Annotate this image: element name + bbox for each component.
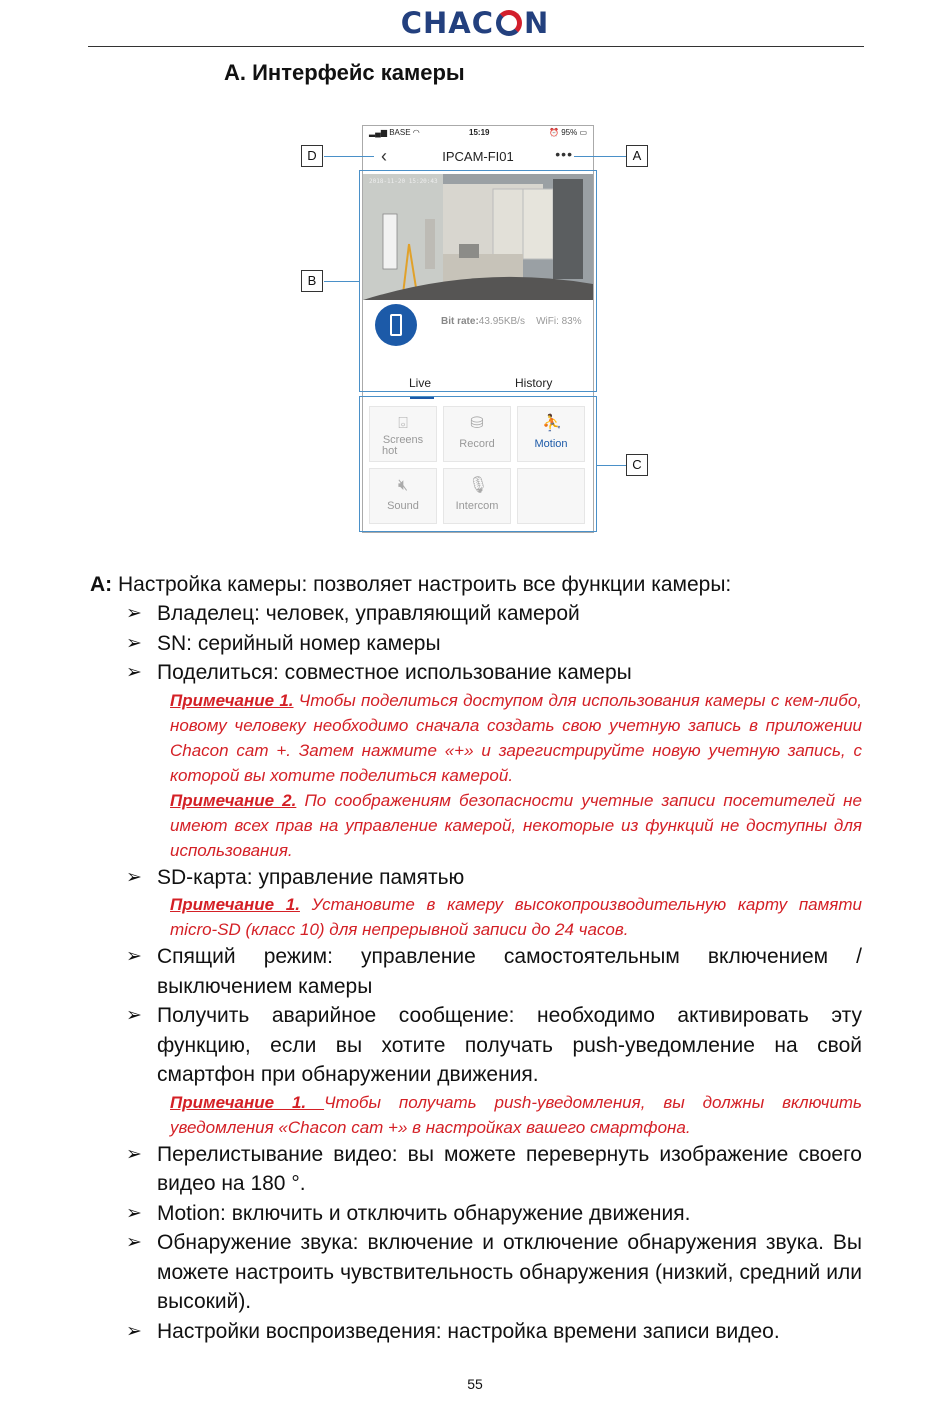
body-text — [90, 570, 862, 1346]
callout-label-b: B — [301, 270, 323, 292]
status-time: 15:19 — [469, 128, 490, 137]
bullet-arrow-icon: ➢ — [126, 865, 142, 888]
nav-bar — [363, 146, 593, 168]
camera-title: IPCAM-FI01 — [442, 149, 514, 164]
callout-frame-b — [359, 170, 597, 392]
signal-carrier: ▂▄▆ BASE ◠ — [369, 128, 420, 137]
bullet-arrow-icon: ➢ — [126, 1142, 142, 1165]
intercom-button[interactable]: 🎙︎ Intercom — [443, 468, 511, 524]
list-item-motion: ➢ Motion: включить и отключить обнаружение движения. — [90, 1199, 862, 1229]
callout-line-d — [324, 156, 374, 157]
chacon-logo — [0, 6, 950, 40]
back-chevron-icon[interactable]: ‹ — [381, 146, 387, 166]
list-item-playback-settings: ➢ Настройки воспроизведения: настройка времени записи видео. — [90, 1317, 862, 1347]
motion-icon: ⛹ — [542, 415, 562, 432]
page-number: 55 — [467, 1376, 483, 1392]
record-icon: ⛁ — [470, 415, 484, 432]
more-dots-icon[interactable]: ••• — [555, 146, 573, 162]
callout-label-c: C — [626, 454, 648, 476]
callout-label-a: A — [626, 145, 648, 167]
note-share-1: Примечание 1. Чтобы поделиться доступом для использования камеры с кем-либо, новому человеку необходимо сначала создать свою учетную запись в приложении Chacon cam +. Затем нажмите «+» и зарегистрируйте новую учетную запись, с которой вы хотите поделиться камерой. — [170, 690, 862, 785]
tab-history[interactable]: History — [515, 376, 553, 390]
intro-paragraph: A: Настройка камеры: позволяет настроить все функции камеры: — [90, 573, 732, 596]
motion-button[interactable]: ⛹ Motion — [517, 406, 585, 462]
callout-label-d: D — [301, 145, 323, 167]
bullet-arrow-icon: ➢ — [126, 945, 142, 967]
screenshot-button[interactable]: ⌻ Screens hot — [369, 406, 437, 462]
tab-live[interactable]: Live — [409, 376, 432, 390]
note-alarm: Примечание 1. Чтобы получать push-уведомления, вы должны включить уведомления «Chacon cam +» в настройках вашего смартфона. — [170, 1092, 862, 1137]
logo-text-right: N — [524, 6, 550, 40]
callout-frame-c — [359, 396, 597, 532]
bullet-arrow-icon: ➢ — [126, 602, 142, 624]
bitrate-readout: Bit rate:43.95KB/s WiFi: 83% — [441, 316, 582, 327]
list-item-flip-video: ➢ Перелистывание видео: вы можете перевернуть изображение своего видео на 180 °. — [90, 1140, 862, 1199]
status-bar — [363, 126, 593, 140]
microphone-icon: 🎙︎ — [468, 477, 489, 494]
sound-button[interactable]: 🔇︎ Sound — [369, 468, 437, 524]
bullet-arrow-icon: ➢ — [126, 661, 142, 683]
sound-muted-icon: 🔇︎ — [397, 477, 409, 494]
list-item-sleep-mode: ➢ Спящий режим: управление самостоятельным включением / выключением камеры — [90, 942, 862, 1001]
record-button[interactable]: ⛁ Record — [443, 406, 511, 462]
logo-text-left: CHAC — [400, 6, 494, 40]
callout-line-b — [324, 281, 360, 282]
list-item-sn: ➢ SN: серийный номер камеры — [90, 629, 862, 659]
note-share-2: Примечание 2. По соображениям безопасности учетные записи посетителей не имеют всех прав на управление камерой, некоторые из функций не доступны для использования. — [170, 790, 862, 860]
bullet-arrow-icon: ➢ — [126, 1004, 142, 1026]
list-item-sound-detection: ➢ Обнаружение звука: включение и отключение обнаружения звука. Вы можете настроить чувствительность обнаружения (низкий, средний или высокий). — [90, 1228, 862, 1317]
battery-indicator: ⏰ 95% ▭ — [549, 128, 587, 137]
list-item-sd-card: ➢ SD-карта: управление памятью — [90, 863, 862, 893]
video-timestamp: 2018-11-20 15:20:43 — [369, 178, 438, 185]
callout-line-a — [574, 156, 626, 157]
list-item-share: ➢ Поделиться: совместное использование камеры — [90, 658, 862, 688]
header-divider — [88, 46, 864, 47]
screenshot-icon: ⌻ — [398, 415, 408, 432]
list-item-alarm: ➢ Получить аварийное сообщение: необходимо активировать эту функцию, если вы хотите получать push-уведомление на свой смартфон при обнаружении движения. — [90, 1001, 862, 1090]
bullet-arrow-icon: ➢ — [126, 631, 142, 654]
bullet-arrow-icon: ➢ — [126, 1319, 142, 1342]
note-sd-card: Примечание 1. Установите в камеру высокопроизводительную карту памяти micro-SD (класс 10) для непрерывной записи до 24 часов. — [170, 895, 862, 939]
bullet-arrow-icon: ➢ — [126, 1201, 142, 1224]
section-title: A. Интерфейс камеры — [224, 60, 465, 85]
callout-line-c — [596, 465, 626, 466]
bullet-arrow-icon: ➢ — [126, 1231, 142, 1253]
list-item-owner: ➢ Владелец: человек, управляющий камерой — [90, 599, 862, 629]
logo-ring-icon — [496, 10, 522, 36]
